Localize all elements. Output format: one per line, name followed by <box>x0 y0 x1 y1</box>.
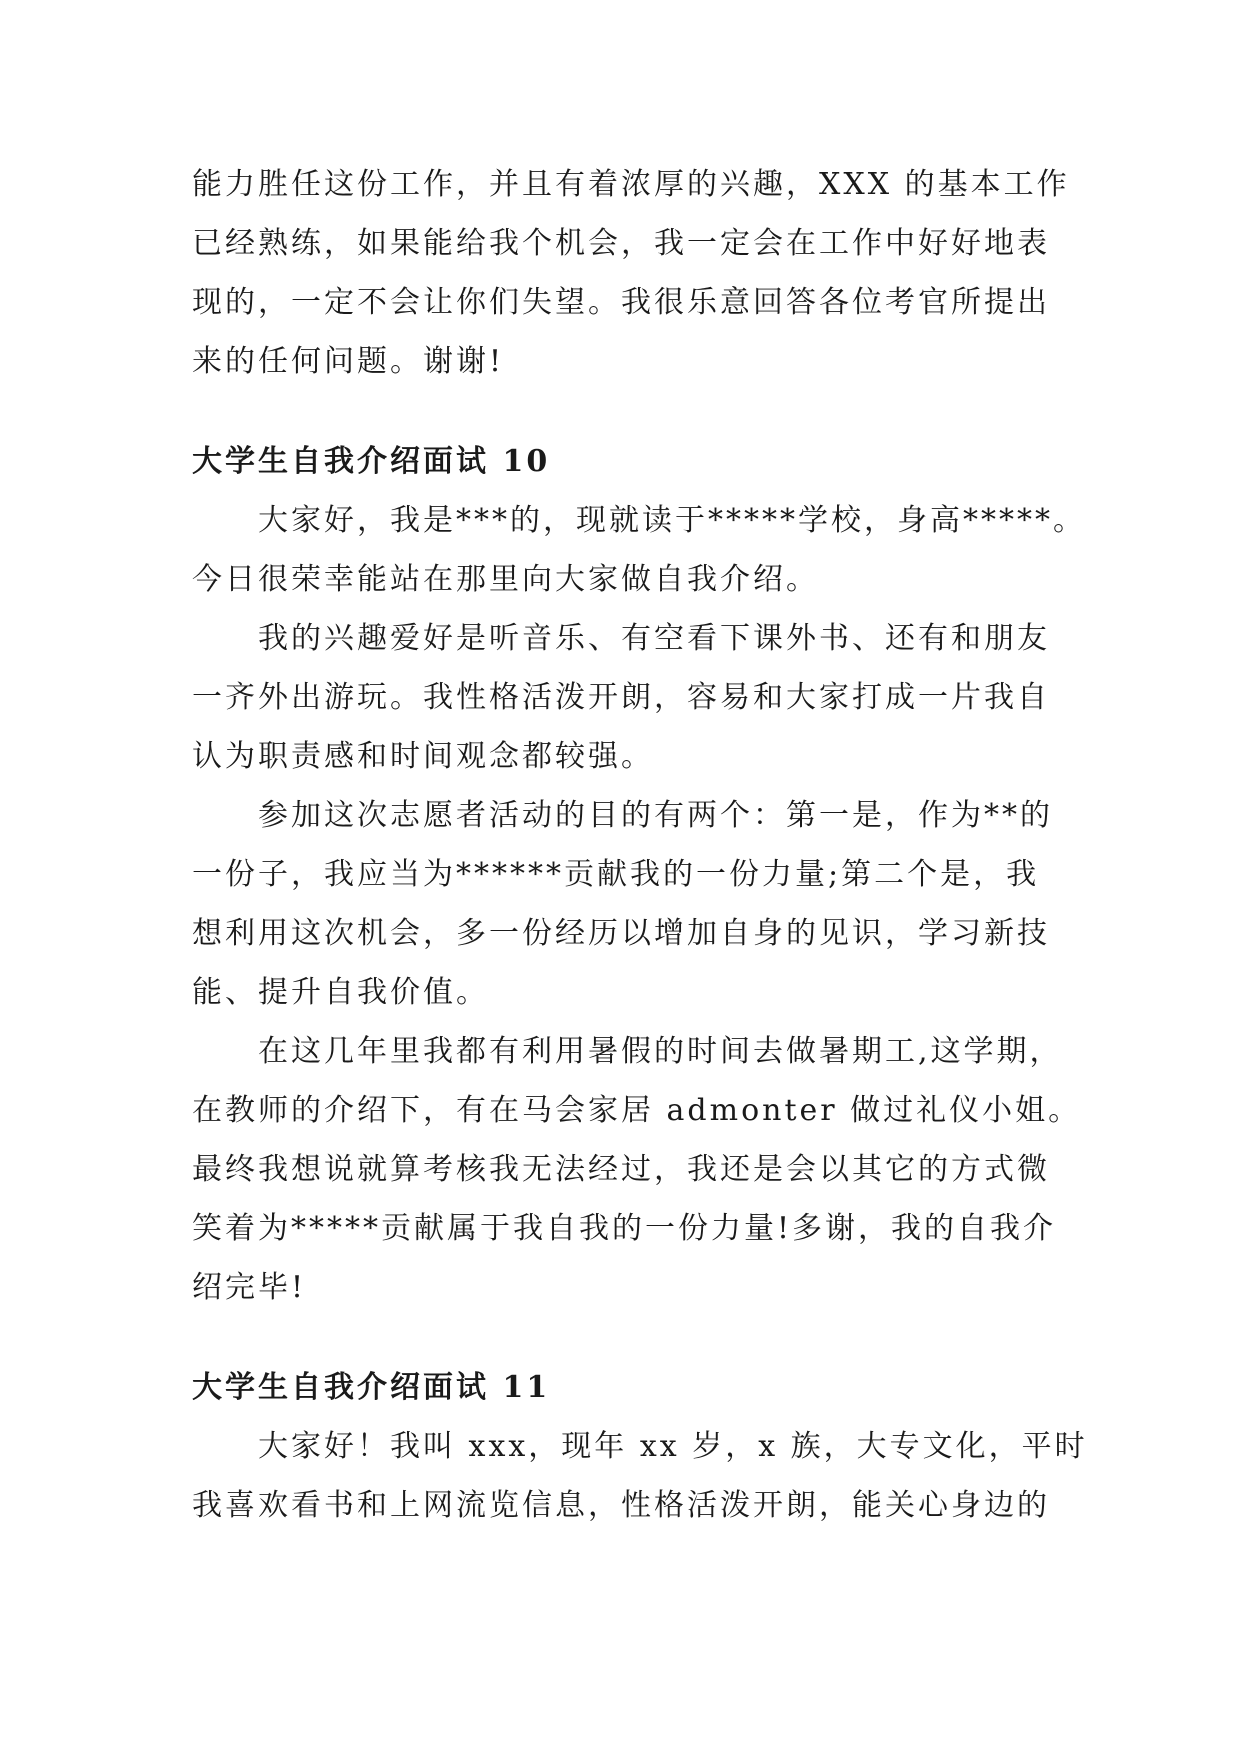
paragraph-hobbies <box>192 609 1062 786</box>
text-line: 我喜欢看书和上网流览信息，性格活泼开朗，能关心身边的 <box>192 1488 1050 1523</box>
paragraph-experience <box>192 1022 1082 1317</box>
text-line: 能力胜任这份工作，并且有着浓厚的兴趣，XXX 的基本工作 <box>192 167 1070 202</box>
section-gap <box>192 1317 1062 1358</box>
paragraph-continuation <box>192 155 1070 391</box>
text-line: 在教师的介绍下，有在马会家居 admonter 做过礼仪小姐。 <box>192 1093 1082 1128</box>
paragraph-greeting <box>192 491 1086 609</box>
text-line: 一份子，我应当为******贡献我的一份力量;第二个是，我 <box>192 857 1040 892</box>
section-heading-10: 大学生自我介绍面试 10 <box>192 444 551 479</box>
text-line: 绍完毕! <box>192 1270 307 1305</box>
text-line: 参加这次志愿者活动的目的有两个：第一是，作为**的 <box>258 798 1053 833</box>
text-line: 我的兴趣爱好是听音乐、有空看下课外书、还有和朋友 <box>258 621 1050 656</box>
text-line: 今日很荣幸能站在那里向大家做自我介绍。 <box>192 562 819 597</box>
text-line: 大家好！我叫 xxx，现年 xx 岁，x 族，大专文化，平时 <box>258 1429 1088 1464</box>
section-heading-11: 大学生自我介绍面试 11 <box>192 1370 551 1405</box>
text-line: 已经熟练，如果能给我个机会，我一定会在工作中好好地表 <box>192 226 1050 261</box>
text-line: 大家好，我是***的，现就读于*****学校，身高*****。 <box>258 503 1086 538</box>
section-gap <box>192 391 1062 432</box>
text-line: 来的任何问题。谢谢! <box>192 344 505 379</box>
paragraph-purpose <box>192 786 1062 1022</box>
text-line: 笑着为*****贡献属于我自我的一份力量!多谢，我的自我介 <box>192 1211 1057 1246</box>
text-line: 最终我想说就算考核我无法经过，我还是会以其它的方式微 <box>192 1152 1050 1187</box>
text-line: 一齐外出游玩。我性格活泼开朗，容易和大家打成一片我自 <box>192 680 1050 715</box>
paragraph-introduction <box>192 1417 1088 1535</box>
text-line: 现的，一定不会让你们失望。我很乐意回答各位考官所提出 <box>192 285 1050 320</box>
text-line: 能、提升自我价值。 <box>192 975 489 1010</box>
text-line: 在这几年里我都有利用暑假的时间去做暑期工,这学期， <box>258 1034 1063 1069</box>
text-line: 认为职责感和时间观念都较强。 <box>192 739 654 774</box>
document-body <box>192 155 1088 1535</box>
text-line: 想利用这次机会，多一份经历以增加自身的见识，学习新技 <box>192 916 1050 951</box>
